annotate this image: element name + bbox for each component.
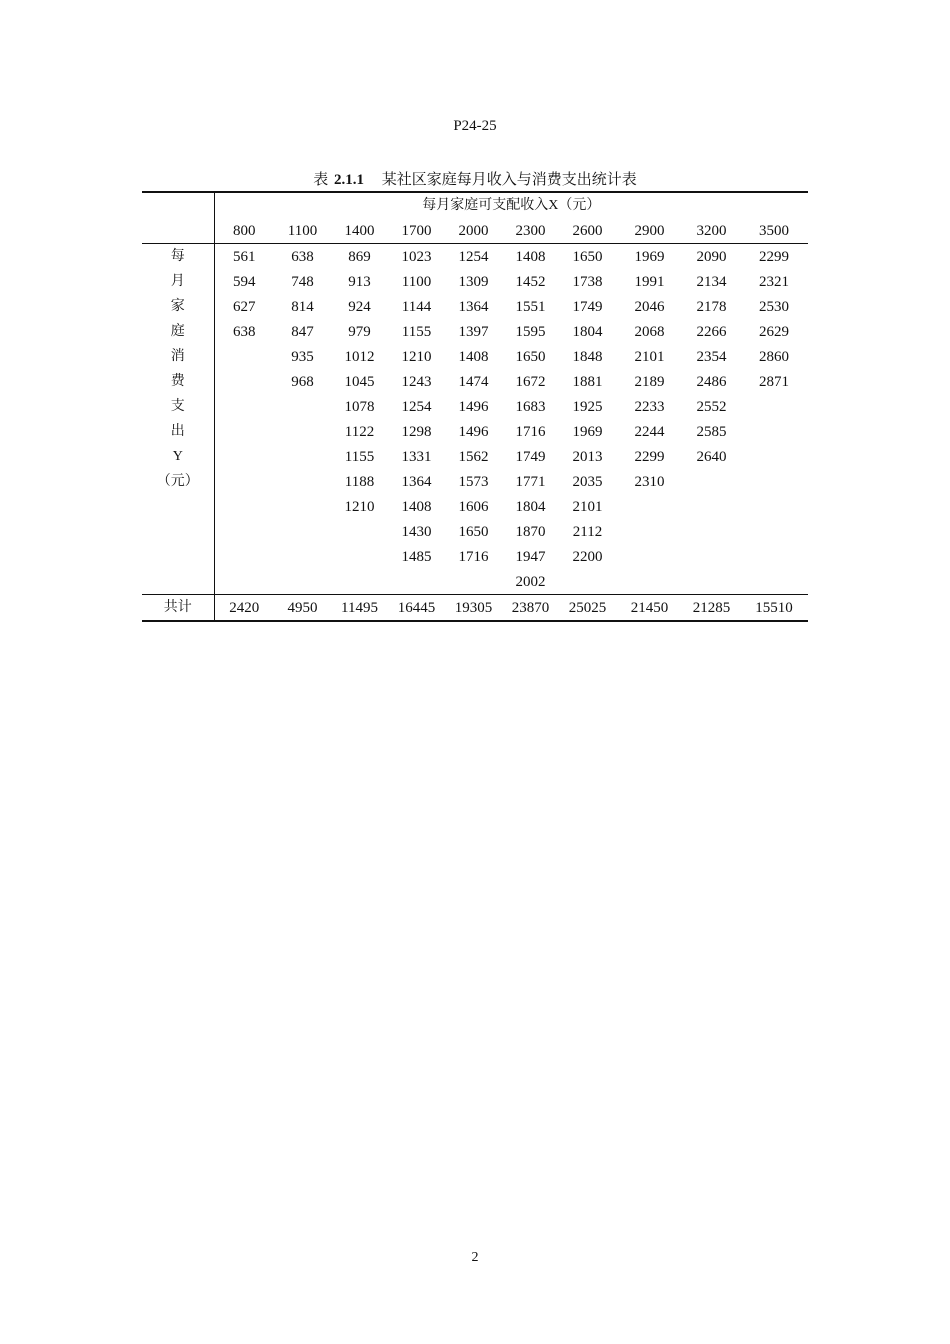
expenditure-row — [142, 419, 808, 444]
expenditure-cell: 1595 — [515, 323, 546, 340]
expenditure-cell: 1452 — [515, 273, 546, 290]
total-cell: 23870 — [502, 595, 559, 622]
expenditure-cell: 627 — [233, 298, 256, 315]
expenditure-cell: 1870 — [515, 523, 546, 540]
page-number: 2 — [471, 1250, 479, 1265]
total-cell: 16445 — [388, 595, 445, 622]
income-level: 3500 — [740, 218, 808, 244]
table-caption — [0, 168, 950, 189]
caption-number: 2.1.1 — [334, 172, 364, 188]
expenditure-cell: 2101 — [634, 348, 665, 365]
expenditure-row — [142, 244, 808, 270]
expenditure-row — [142, 294, 808, 319]
total-cell: 11495 — [331, 595, 388, 622]
expenditure-cell: 1947 — [515, 548, 546, 565]
expenditure-cell: 1188 — [344, 473, 375, 490]
expenditure-row — [142, 344, 808, 369]
row-axis-label — [142, 244, 214, 595]
expenditure-cell: 1650 — [515, 348, 546, 365]
expenditure-row — [142, 369, 808, 394]
expenditure-cell: 2035 — [572, 473, 603, 490]
expenditure-cell: 1749 — [572, 298, 603, 315]
expenditure-cell: 594 — [233, 273, 256, 290]
expenditure-cell — [331, 544, 388, 569]
expenditure-cell: 1606 — [458, 498, 489, 515]
row-axis-char: 庭 — [170, 324, 185, 339]
expenditure-cell — [616, 569, 683, 595]
expenditure-cell: 638 — [233, 323, 256, 340]
expenditure-cell: 1430 — [401, 523, 432, 540]
total-cell: 2420 — [214, 595, 274, 622]
income-consumption-table — [142, 191, 808, 622]
expenditure-cell: 1848 — [572, 348, 603, 365]
expenditure-cell: 968 — [291, 373, 314, 390]
expenditure-row — [142, 569, 808, 595]
expenditure-cell: 1364 — [458, 298, 489, 315]
expenditure-cell: 2134 — [696, 273, 727, 290]
expenditure-cell: 1100 — [401, 273, 432, 290]
stub-blank — [142, 218, 214, 244]
expenditure-cell: 748 — [291, 273, 314, 290]
expenditure-row — [142, 519, 808, 544]
expenditure-cell: 1331 — [401, 448, 432, 465]
expenditure-cell: 2530 — [759, 298, 790, 315]
expenditure-cell: 2200 — [572, 548, 603, 565]
expenditure-cell: 1969 — [572, 423, 603, 440]
expenditure-cell: 2299 — [634, 448, 665, 465]
expenditure-cell — [740, 544, 808, 569]
expenditure-cell: 2871 — [759, 373, 790, 390]
expenditure-cell: 2112 — [572, 523, 603, 540]
group-header: 每月家庭可支配收入X（元） — [214, 192, 808, 218]
expenditure-cell: 2244 — [634, 423, 665, 440]
expenditure-cell — [214, 519, 274, 544]
total-cell: 21285 — [683, 595, 740, 622]
expenditure-cell: 1408 — [458, 348, 489, 365]
row-axis-char: Y — [172, 449, 183, 464]
expenditure-cell — [274, 569, 331, 595]
expenditure-cell: 1749 — [515, 448, 546, 465]
expenditure-cell: 1991 — [634, 273, 665, 290]
row-axis-char: 月 — [170, 274, 185, 289]
total-cell: 15510 — [740, 595, 808, 622]
expenditure-row — [142, 319, 808, 344]
expenditure-cell: 1144 — [401, 298, 432, 315]
expenditure-cell — [274, 494, 331, 519]
expenditure-cell: 1408 — [515, 248, 546, 265]
expenditure-cell: 1650 — [572, 248, 603, 265]
expenditure-cell: 1551 — [515, 298, 546, 315]
total-cell: 21450 — [616, 595, 683, 622]
expenditure-cell: 1397 — [458, 323, 489, 340]
expenditure-cell — [331, 519, 388, 544]
row-axis-char: 费 — [170, 374, 185, 389]
caption-title: 某社区家庭每月收入与消费支出统计表 — [381, 172, 637, 188]
income-level: 2900 — [616, 218, 683, 244]
expenditure-cell: 2266 — [696, 323, 727, 340]
stub-corner — [142, 192, 214, 218]
expenditure-cell — [559, 569, 616, 595]
expenditure-cell: 1408 — [401, 498, 432, 515]
row-axis-char: 家 — [170, 299, 185, 314]
expenditure-cell: 1771 — [515, 473, 546, 490]
income-level: 2000 — [445, 218, 502, 244]
row-axis-char: 每 — [170, 249, 185, 264]
expenditure-cell: 1210 — [401, 348, 432, 365]
expenditure-cell — [214, 419, 274, 444]
expenditure-cell: 1210 — [344, 498, 375, 515]
page-reference: P24-25 — [453, 118, 497, 134]
expenditure-cell: 2090 — [696, 248, 727, 265]
expenditure-cell: 1298 — [401, 423, 432, 440]
expenditure-cell: 935 — [291, 348, 314, 365]
row-axis-char: （元） — [156, 474, 199, 489]
expenditure-cell: 869 — [348, 248, 371, 265]
group-header-row — [142, 192, 808, 218]
expenditure-cell: 1562 — [458, 448, 489, 465]
expenditure-cell — [331, 569, 388, 595]
expenditure-cell: 2552 — [696, 398, 727, 415]
expenditure-cell: 1243 — [401, 373, 432, 390]
total-cell: 4950 — [274, 595, 331, 622]
expenditure-cell — [214, 369, 274, 394]
expenditure-cell: 1804 — [515, 498, 546, 515]
expenditure-cell — [214, 469, 274, 494]
expenditure-cell: 1881 — [572, 373, 603, 390]
expenditure-cell — [683, 569, 740, 595]
expenditure-cell — [214, 394, 274, 419]
expenditure-cell: 1573 — [458, 473, 489, 490]
income-level: 2600 — [559, 218, 616, 244]
expenditure-cell: 2189 — [634, 373, 665, 390]
row-axis-char: 支 — [170, 399, 185, 414]
expenditure-cell: 1716 — [515, 423, 546, 440]
expenditure-row — [142, 494, 808, 519]
expenditure-cell: 2299 — [759, 248, 790, 265]
expenditure-cell: 2046 — [634, 298, 665, 315]
expenditure-cell — [445, 569, 502, 595]
expenditure-cell: 638 — [291, 248, 314, 265]
expenditure-cell — [740, 519, 808, 544]
expenditure-cell: 1925 — [572, 398, 603, 415]
expenditure-cell: 2640 — [696, 448, 727, 465]
expenditure-cell: 1474 — [458, 373, 489, 390]
expenditure-cell: 2585 — [696, 423, 727, 440]
total-row — [142, 595, 808, 622]
expenditure-cell — [740, 419, 808, 444]
expenditure-cell: 1364 — [401, 473, 432, 490]
expenditure-cell — [214, 494, 274, 519]
income-level: 1700 — [388, 218, 445, 244]
expenditure-cell: 1012 — [344, 348, 375, 365]
income-header-row — [142, 218, 808, 244]
expenditure-cell — [740, 394, 808, 419]
expenditure-cell: 979 — [348, 323, 371, 340]
expenditure-cell — [683, 469, 740, 494]
expenditure-cell — [274, 444, 331, 469]
expenditure-cell: 2629 — [759, 323, 790, 340]
expenditure-cell: 2233 — [634, 398, 665, 415]
row-axis-char: 消 — [170, 349, 185, 364]
expenditure-cell: 1738 — [572, 273, 603, 290]
expenditure-cell — [683, 544, 740, 569]
expenditure-cell: 1496 — [458, 398, 489, 415]
expenditure-cell: 847 — [291, 323, 314, 340]
expenditure-cell: 1078 — [344, 398, 375, 415]
total-cell: 19305 — [445, 595, 502, 622]
expenditure-cell: 1023 — [401, 248, 432, 265]
expenditure-cell: 1155 — [401, 323, 432, 340]
expenditure-cell — [616, 544, 683, 569]
expenditure-cell: 2178 — [696, 298, 727, 315]
caption-prefix: 表 — [313, 172, 329, 188]
expenditure-cell — [740, 494, 808, 519]
expenditure-cell: 1716 — [458, 548, 489, 565]
expenditure-cell — [274, 469, 331, 494]
income-level: 1400 — [331, 218, 388, 244]
expenditure-cell: 1122 — [344, 423, 375, 440]
expenditure-cell: 814 — [291, 298, 314, 315]
total-cell: 25025 — [559, 595, 616, 622]
expenditure-cell — [683, 494, 740, 519]
row-axis-char: 出 — [170, 424, 185, 439]
expenditure-row — [142, 394, 808, 419]
expenditure-cell — [214, 344, 274, 369]
expenditure-cell — [274, 394, 331, 419]
expenditure-cell: 1650 — [458, 523, 489, 540]
expenditure-cell — [214, 569, 274, 595]
expenditure-cell — [214, 544, 274, 569]
expenditure-cell — [214, 444, 274, 469]
expenditure-cell: 1485 — [401, 548, 432, 565]
income-level: 2300 — [502, 218, 559, 244]
expenditure-cell: 2321 — [759, 273, 790, 290]
expenditure-cell — [616, 519, 683, 544]
expenditure-cell: 2101 — [572, 498, 603, 515]
expenditure-cell: 1254 — [401, 398, 432, 415]
expenditure-cell: 1804 — [572, 323, 603, 340]
expenditure-cell: 1683 — [515, 398, 546, 415]
expenditure-row — [142, 269, 808, 294]
expenditure-cell: 924 — [348, 298, 371, 315]
expenditure-row — [142, 544, 808, 569]
expenditure-cell: 1155 — [344, 448, 375, 465]
expenditure-cell — [740, 444, 808, 469]
expenditure-cell: 913 — [348, 273, 371, 290]
expenditure-cell: 2354 — [696, 348, 727, 365]
expenditure-cell: 2486 — [696, 373, 727, 390]
expenditure-cell: 1672 — [515, 373, 546, 390]
expenditure-cell — [616, 494, 683, 519]
expenditure-cell: 1496 — [458, 423, 489, 440]
expenditure-cell: 1309 — [458, 273, 489, 290]
expenditure-cell: 1969 — [634, 248, 665, 265]
expenditure-cell — [274, 519, 331, 544]
expenditure-cell: 2002 — [515, 573, 546, 590]
income-level: 800 — [214, 218, 274, 244]
expenditure-cell: 1254 — [458, 248, 489, 265]
expenditure-cell: 2860 — [759, 348, 790, 365]
expenditure-row — [142, 469, 808, 494]
expenditure-cell: 561 — [233, 248, 256, 265]
expenditure-cell — [274, 544, 331, 569]
expenditure-cell — [740, 469, 808, 494]
expenditure-row — [142, 444, 808, 469]
expenditure-cell — [274, 419, 331, 444]
total-label: 共计 — [142, 595, 214, 622]
expenditure-cell: 1045 — [344, 373, 375, 390]
expenditure-cell — [683, 519, 740, 544]
expenditure-cell — [388, 569, 445, 595]
income-level: 1100 — [274, 218, 331, 244]
expenditure-cell — [740, 569, 808, 595]
expenditure-cell: 2068 — [634, 323, 665, 340]
expenditure-cell: 2310 — [634, 473, 665, 490]
expenditure-cell: 2013 — [572, 448, 603, 465]
income-level: 3200 — [683, 218, 740, 244]
